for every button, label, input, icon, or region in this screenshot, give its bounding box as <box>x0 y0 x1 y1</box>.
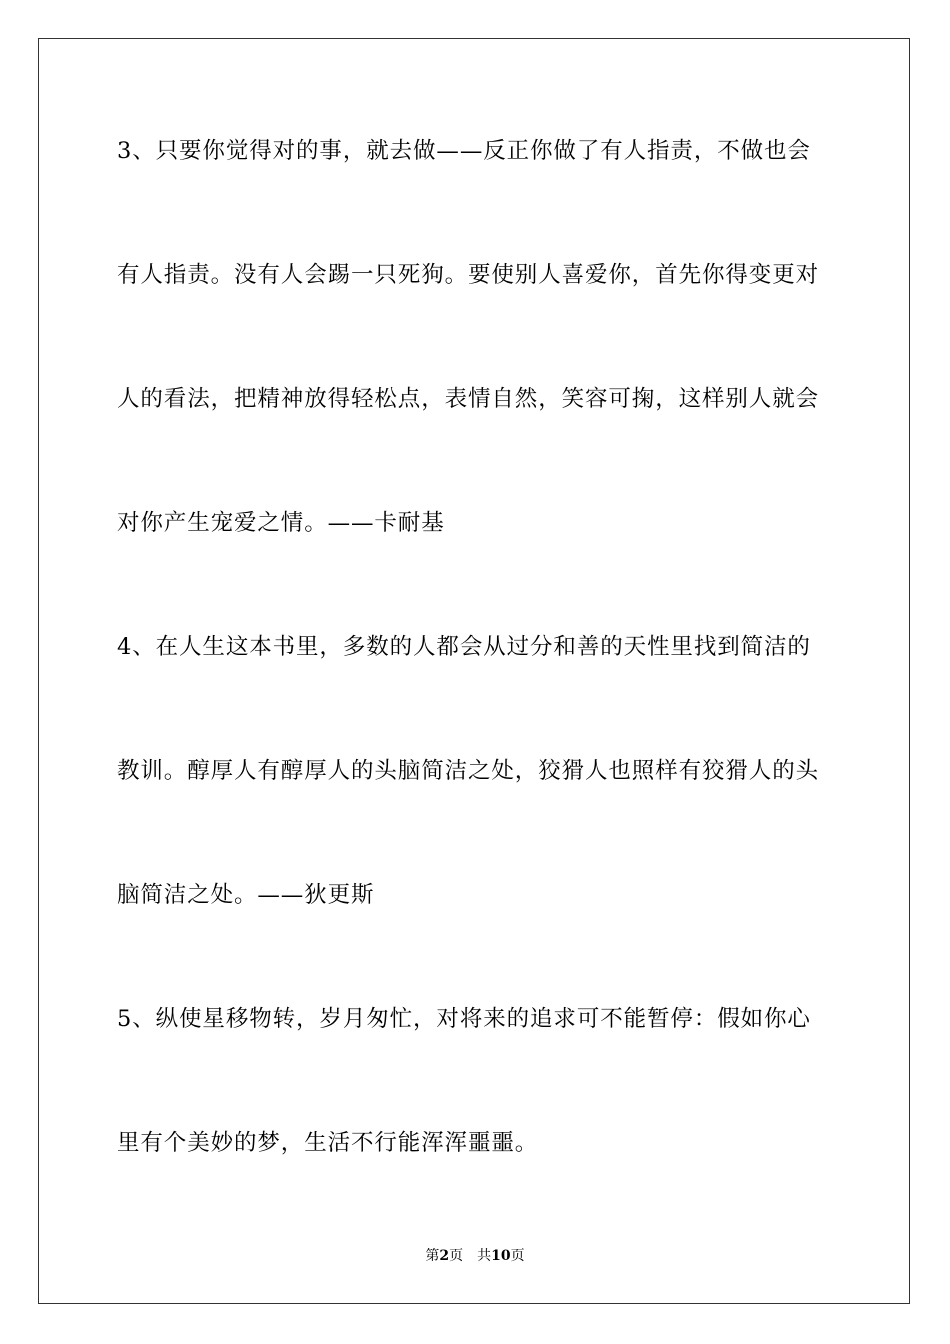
paragraph-line: 里有个美妙的梦，生活不行能浑浑噩噩。 <box>117 1130 539 1156</box>
paragraph-line: 4、在人生这本书里，多数的人都会从过分和善的天性里找到简洁的 <box>117 634 811 660</box>
total-suffix: 页 <box>510 1248 525 1264</box>
paragraph-line: 教训。醇厚人有醇厚人的头脑简洁之处，狡猾人也照样有狡猾人的头 <box>117 758 820 784</box>
page-border <box>38 38 910 1304</box>
page-number: 2 <box>439 1248 450 1264</box>
paragraph-line: 3、只要你觉得对的事，就去做——反正你做了有人指责，不做也会 <box>117 138 811 164</box>
total-pages: 10 <box>491 1248 511 1264</box>
paragraph-line: 脑简洁之处。——狄更斯 <box>117 882 375 908</box>
total-prefix: 共 <box>477 1248 492 1264</box>
paragraph-line: 对你产生宠爱之情。——卡耐基 <box>117 510 445 536</box>
paragraph-line: 人的看法，把精神放得轻松点，表情自然，笑容可掬，这样别人就会 <box>117 386 820 412</box>
page-prefix: 第 <box>425 1248 440 1264</box>
paragraph-line: 有人指责。没有人会踢一只死狗。要使别人喜爱你，首先你得变更对 <box>117 262 820 288</box>
page-footer <box>0 1247 950 1265</box>
page-suffix: 页 <box>449 1248 464 1264</box>
paragraph-line: 5、纵使星移物转，岁月匆忙，对将来的追求可不能暂停：假如你心 <box>117 1006 811 1032</box>
